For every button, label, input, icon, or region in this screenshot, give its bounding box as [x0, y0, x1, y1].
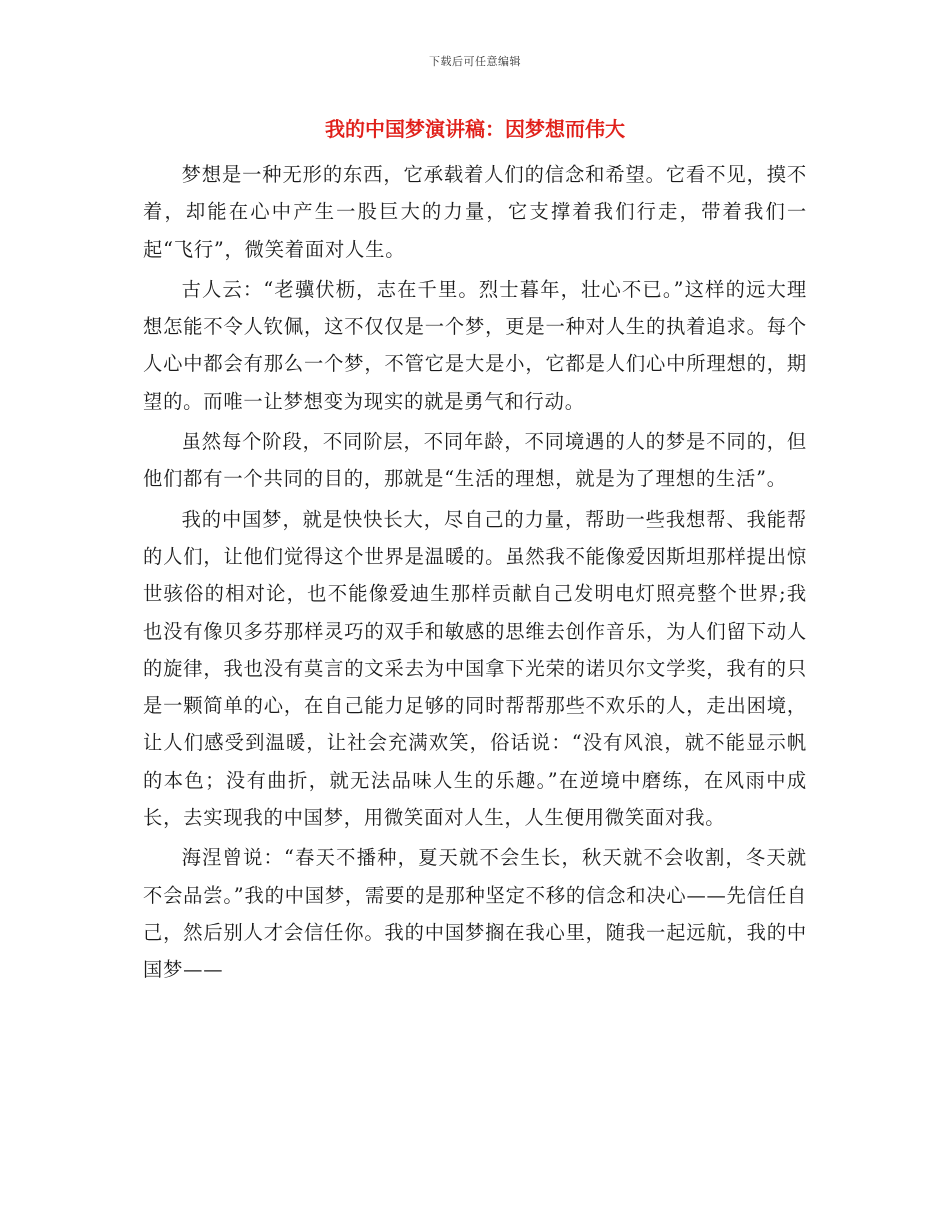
paragraph-4: 我的中国梦，就是快快长大，尽自己的力量，帮助一些我想帮、我能帮的人们，让他们觉得这个世界是温暖的。虽然我不能像爱因斯坦那样提出惊世骇俗的相对论，也不能像爱迪生那样贡献自己发明电灯照亮整个世界;我也没有像贝多芬那样灵巧的双手和敏感的思维去创作音乐，为人们留下动人的旋律，我也没有莫言的文采去为中国拿下光荣的诺贝尔文学奖，我有的只是一颗简单的心，在自己能力足够的同时帮帮那些不欢乐的人，走出困境，让人们感受到温暖，让社会充满欢笑，俗话说：“没有风浪，就不能显示帆的本色；没有曲折，就无法品味人生的乐趣。”在逆境中磨练，在风雨中成长，去实现我的中国梦，用微笑面对人生，人生便用微笑面对我。: [143, 507, 807, 830]
document-body: [143, 156, 807, 992]
paragraph-1: 梦想是一种无形的东西，它承载着人们的信念和希望。它看不见，摸不着，却能在心中产生一股巨大的力量，它支撑着我们行走，带着我们一起“飞行”，微笑着面对人生。: [143, 163, 807, 261]
paragraph-3: 虽然每个阶段，不同阶层，不同年龄，不同境遇的人的梦是不同的，但他们都有一个共同的目的，那就是“生活的理想，就是为了理想的生活”。: [143, 430, 807, 491]
page-header-note: 下载后可任意编辑: [429, 55, 521, 68]
paragraph-5: 海涅曾说：“春天不播种，夏天就不会生长，秋天就不会收割，冬天就不会品尝。”我的中国梦，需要的是那种坚定不移的信念和决心——先信任自己，然后别人才会信任你。我的中国梦搁在我心里，随我一起远航，我的中国梦——: [143, 846, 807, 982]
document-title: 我的中国梦演讲稿：因梦想而伟大: [325, 117, 625, 141]
paragraph-2: 古人云：“老骥伏枥，志在千里。烈士暮年，壮心不已。”这样的远大理想怎能不令人钦佩，这不仅仅是一个梦，更是一种对人生的执着追求。每个人心中都会有那么一个梦，不管它是大是小，它都是人们心中所理想的，期望的。而唯一让梦想变为现实的就是勇气和行动。: [143, 277, 807, 413]
